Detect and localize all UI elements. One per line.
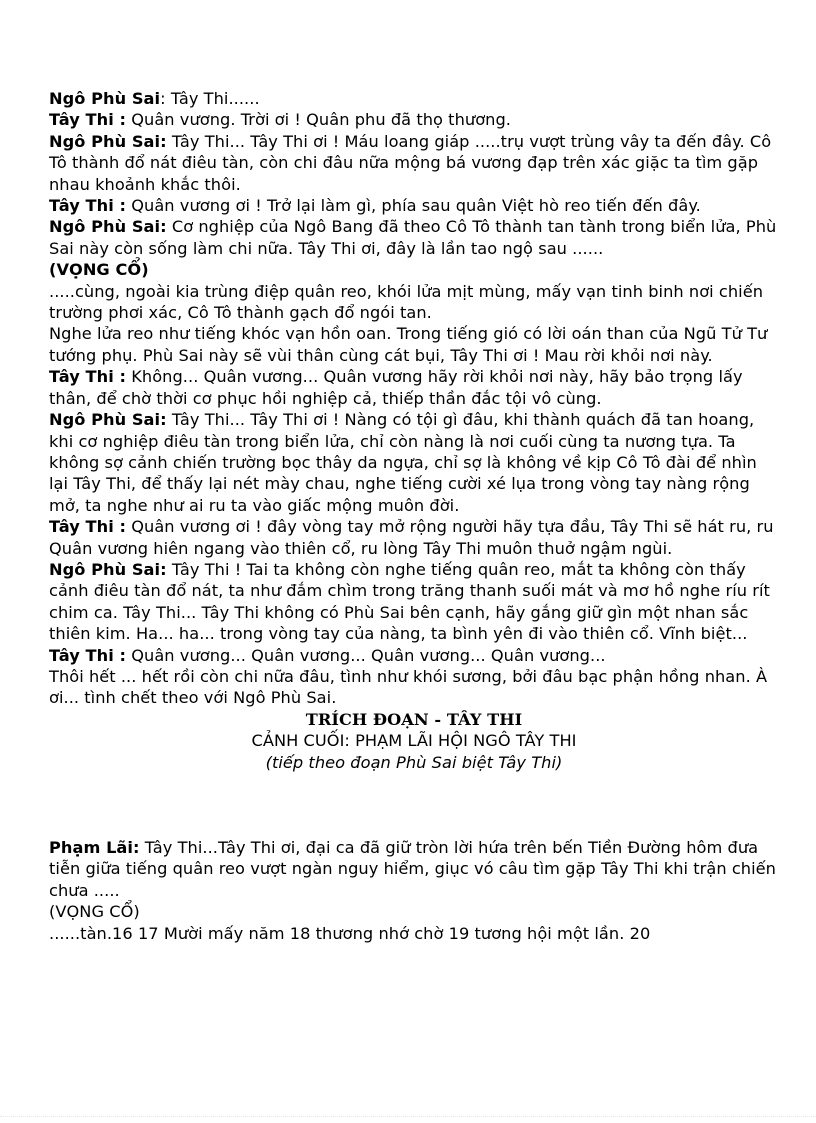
vong-co-label: (VỌNG CỔ) [49, 902, 140, 922]
speaker-name: Ngô Phù Sai [49, 89, 161, 108]
speaker-name: Phạm Lãi: [49, 838, 140, 857]
dialogue-text: Quân vương. Trời ơi ! Quân phu đã thọ thương. [131, 110, 511, 130]
speaker-name: Tây Thi : [49, 196, 127, 216]
dialogue-text: Không... Quân vương... Quân vương hãy rời khỏi nơi này, hãy bảo trọng lấy thân, để chờ thời cơ phục hồi nghiệp cả, thiếp thần đắc tội vô cùng. [49, 367, 743, 408]
section-subtitle-note: (tiếp theo đoạn Phù Sai biệt Tây Thi) [265, 752, 563, 772]
dialogue-line: Ngô Phù Sai: Tây Thi...... [49, 89, 260, 108]
speaker-name: Ngô Phù Sai: [49, 559, 167, 579]
speaker-name: Tây Thi : [49, 110, 127, 130]
dialogue-line [49, 131, 779, 195]
dialogue-text: Cơ nghiệp của Ngô Bang đã theo Cô Tô thành tan tành trong biển lửa, Phù Sai này còn sống làm chi nữa. Tây Thi ơi, đây là lần tao ngộ sau ...... [49, 217, 777, 258]
dialogue-block-2 [49, 366, 779, 666]
dialogue-text: Tây Thi...... [170, 89, 260, 108]
speaker-name: Ngô Phù Sai: [49, 217, 167, 237]
dialogue-text: Tây Thi... Tây Thi ơi ! Máu loang giáp .....trụ vượt trùng vây ta đến đây. Cô Tô thành đổ nát điêu tàn, còn chi đâu nữa mộng bá vương đạp trên xác giặc ta tìm gặp nhau khoảnh khắc thôi. [49, 131, 772, 194]
section-title: TRÍCH ĐOẠN - TÂY THI [305, 709, 523, 729]
speaker-name: Ngô Phù Sai: [49, 410, 167, 430]
spacer [49, 773, 779, 837]
speaker-name: Tây Thi : [49, 517, 127, 537]
verse-last-line: ......tàn.16 17 Mười mấy năm 18 thương nhớ chờ 19 tương hội một lần. 20 [49, 923, 651, 943]
script-page [49, 88, 779, 944]
dialogue-block-1 [49, 88, 779, 259]
verse-line: Nghe lửa reo như tiếng khóc vạn hồn oan. Trong tiếng gió có lời oán than của Ngũ Tử Tư tướng phụ. Phù Sai này sẽ vùi thân cùng cát bụi, Tây Thi ơi ! Mau rời khỏi nơi này. [49, 324, 768, 365]
section-subtitle: CẢNH CUỐI: PHẠM LÃI HỘI NGÔ TÂY THI [251, 731, 577, 751]
dialogue-line [49, 516, 779, 559]
closing-line: Thôi hết ... hết rồi còn chi nữa đâu, tình như khói sương, bởi đâu bạc phận hồng nhan. À ơi... tình chết theo với Ngô Phù Sai. [49, 666, 768, 708]
dialogue-text: Tây Thi ! Tai ta không còn nghe tiếng quân reo, mắt ta không còn thấy cảnh điêu tàn đổ nát, ta như đắm chìm trong trăng thanh suối mát và mơ hồ nghe ríu rít chim ca. Tây Thi... Tây Thi không có Phù Sai bên cạnh, hãy gắng giữ gìn một nhan sắc thiên kim. Ha... ha... trong vòng tay của nàng, ta bình yên đi vào thiên cổ. Vĩnh biệt... [49, 559, 770, 644]
verse-block [49, 281, 779, 367]
dialogue-line [49, 195, 779, 216]
speaker-name: Ngô Phù Sai: [49, 131, 167, 151]
dialogue-text: Quân vương ơi ! Trở lại làm gì, phía sau quân Việt hò reo tiến đến đây. [131, 196, 701, 216]
dialogue-line [49, 559, 779, 645]
dialogue-text: Quân vương... Quân vương... Quân vương... Quân vương... [131, 645, 606, 665]
dialogue-line [49, 837, 779, 901]
dialogue-line [49, 216, 779, 259]
page-bottom-rule [0, 1116, 816, 1117]
speaker-name: Tây Thi : [49, 367, 127, 387]
dialogue-text: Quân vương ơi ! đây vòng tay mở rộng người hãy tựa đầu, Tây Thi sẽ hát ru, ru Quân vương hiên ngang vào thiên cổ, ru lòng Tây Thi muôn thuở ngậm ngùi. [49, 517, 774, 558]
dialogue-line [49, 409, 779, 516]
dialogue-text: Tây Thi...Tây Thi ơi, đại ca đã giữ tròn lời hứa trên bến Tiền Đường hôm đưa tiễn giữa tiếng quân reo vượt ngàn nguy hiểm, giục vó câu tìm gặp Tây Thi khi trận chiến chưa ..... [49, 838, 776, 900]
speaker-name: Tây Thi : [49, 645, 127, 665]
vong-co-heading: (VỌNG CỔ) [49, 260, 149, 280]
verse-line: .....cùng, ngoài kia trùng điệp quân reo, khói lửa mịt mùng, mấy vạn tinh binh nơi chiến trường phơi xác, Cô Tô thành gạch đổ ngói tan. [49, 281, 764, 323]
dialogue-line [49, 645, 779, 666]
dialogue-line [49, 109, 779, 130]
dialogue-text: Tây Thi... Tây Thi ơi ! Nàng có tội gì đâu, khi thành quách đã tan hoang, khi cơ nghiệp điêu tàn trong biển lửa, chỉ còn nàng là nơi cuối cùng ta nương tựa. Ta không sợ cảnh chiến trường bọc thây da ngựa, chỉ sợ là không về kịp Cô Tô đài để nhìn lại Tây Thi, để thấy lại nét mày chau, nghe tiếng cười xé lụa trong vòng tay nàng rộng mở, ta nghe như ai ru ta vào giấc mộng muôn đời. [49, 410, 757, 515]
dialogue-line [49, 366, 779, 409]
